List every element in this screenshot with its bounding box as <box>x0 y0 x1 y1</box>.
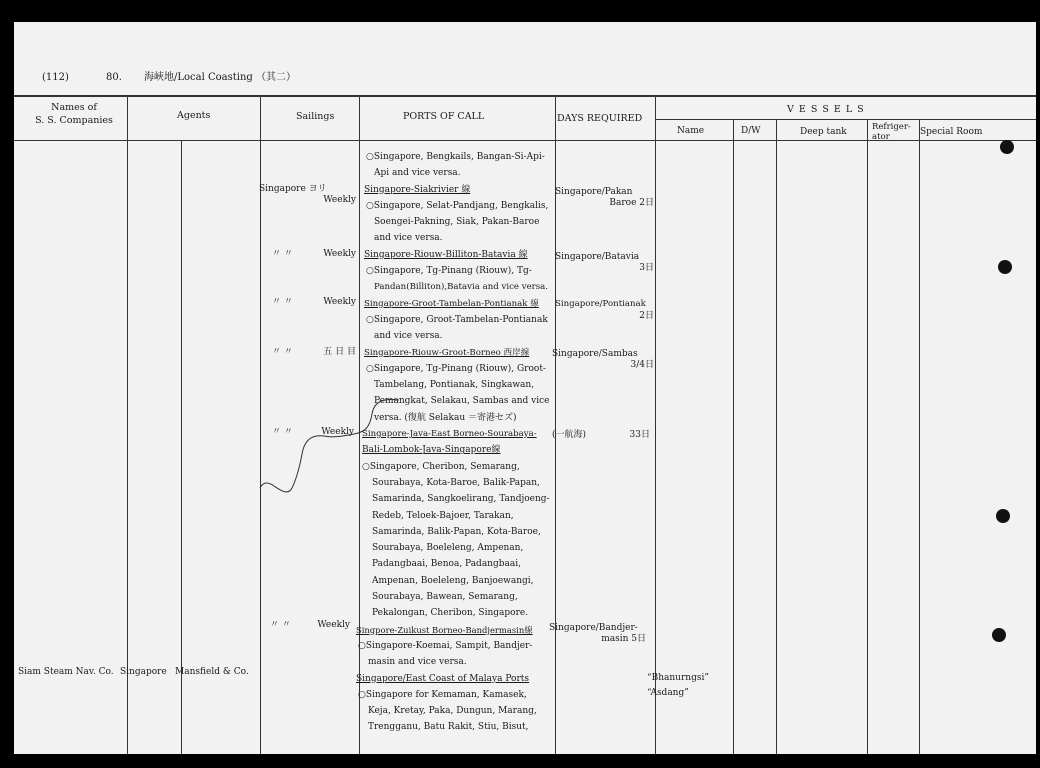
header-companies: Names of S. S. Companies <box>35 102 113 126</box>
col-divider <box>776 119 777 754</box>
route-title: Singapore-Siakrivier 線 <box>364 184 471 195</box>
sailing-freq: Weekly <box>323 249 356 259</box>
days-route: Singapore/Pontianak <box>555 299 646 309</box>
port-line: Samarinda, Balik-Papan, Kota-Baroe, <box>372 526 541 537</box>
days-route: (一航海) <box>552 430 587 440</box>
port-line: Sourabaya, Kota-Baroe, Balik-Papan, <box>372 477 540 488</box>
sailing-freq: Weekly <box>323 297 356 307</box>
port-line: Tambelang, Pontianak, Singkawan, <box>374 380 535 391</box>
document-page <box>14 22 1036 754</box>
port-line: Sourabaya, Bawean, Semarang, <box>372 592 518 603</box>
company-port: Singapore <box>120 667 167 677</box>
sailing-ditto: 〃 〃 <box>272 297 293 307</box>
section-number: 80. <box>106 72 122 83</box>
sailing-freq: 五 日 目 <box>323 347 356 357</box>
port-line: Pekalongan, Cheribon, Singapore. <box>372 608 529 619</box>
header-days: DAYS REQUIRED <box>557 113 643 124</box>
binder-hole <box>992 628 1006 642</box>
header-ports: PORTS OF CALL <box>403 111 485 122</box>
pencil-mark <box>254 392 404 502</box>
port-line: versa. (復航 Selakau ＝寄港セズ) <box>374 412 517 423</box>
port-line: Redeb, Teloek-Bajoer, Tarakan, <box>372 510 514 521</box>
port-line: ○Singapore, Selat-Pandjang, Bengkalis, <box>366 200 549 211</box>
col-divider <box>867 119 868 754</box>
sailing-ditto: 〃 〃 <box>272 347 293 357</box>
port-line: Keja, Kretay, Paka, Dungun, Marang, <box>368 706 537 717</box>
page-number: (112) <box>42 72 69 83</box>
route-title: Singapore-Riouw-Billiton-Batavia 線 <box>364 249 528 260</box>
company-name: Siam Steam Nav. Co. <box>18 667 114 677</box>
sailing-ditto: 〃 〃 <box>272 249 293 259</box>
route-title: Singapore-Java-East Borneo-Sourabaya- <box>362 429 537 440</box>
port-line: Ampenan, Boeleleng, Banjoewangi, <box>372 575 534 586</box>
col-divider <box>127 96 128 754</box>
port-line: Soengei-Pakning, Siak, Pakan-Baroe <box>374 217 540 228</box>
route-title: Singapore-Groot-Tambelan-Pontianak 線 <box>364 298 539 309</box>
port-line: ○Singapore, Tg-Pinang (Riouw), Groot- <box>366 363 546 374</box>
port-line: Sourabaya, Boeleleng, Ampenan, <box>372 543 524 554</box>
port-line: ○Singapore for Kemaman, Kamasek, <box>358 689 527 700</box>
port-line: and vice versa. <box>374 331 443 342</box>
port-line: Samarinda, Sangkoelirang, Tandjoeng- <box>372 494 550 505</box>
port-line: ○Singapore, Tg-Pinang (Riouw), Tg- <box>366 266 532 277</box>
header-vessel-refrigerator: Refriger- ator <box>872 122 911 142</box>
header-vessels: V E S S E L S <box>787 104 865 115</box>
days-route: Singapore/Bandjer- <box>549 623 638 633</box>
vessel-name: “Asdang” <box>647 688 689 698</box>
col-divider <box>655 96 656 754</box>
port-line: ○Singapore-Koemai, Sampit, Bandjer- <box>358 640 533 651</box>
port-line: Pandan(Billiton),Batavia and vice versa. <box>374 282 549 293</box>
route-title: Singpore-Zuikust Borneo-Bandjermasin線 <box>356 624 533 635</box>
sailing-freq: Weekly <box>323 195 356 205</box>
days-route: Singapore/Batavia <box>555 252 640 262</box>
header-sailings: Sailings <box>296 111 335 122</box>
col-divider <box>733 119 734 754</box>
sailing-freq: Weekly <box>317 620 350 630</box>
header-vessel-special-room: Special Room <box>920 127 983 137</box>
page-title: 海峽地/Local Coasting （其二） <box>144 72 296 83</box>
company-agent: Mansfield & Co. <box>175 667 249 677</box>
port-line: Pemangkat, Selakau, Sambas and vice <box>374 396 550 407</box>
header-vessel-dw: D/W <box>741 126 761 136</box>
col-divider <box>181 140 182 754</box>
days-value: masin 5日 <box>601 634 646 644</box>
port-line: ○Singapore, Groot-Tambelan-Pontianak <box>366 314 548 325</box>
route-title: Bali-Lombok-Java-Singapore線 <box>362 445 501 456</box>
header-vessel-deep-tank: Deep tank <box>800 127 847 137</box>
sailing-ditto: 〃 〃 <box>270 620 291 630</box>
days-route: Singapore/Sambas <box>552 349 638 359</box>
sailing-freq: Weekly <box>321 427 354 437</box>
port-line: ○Singapore, Cheribon, Semarang, <box>362 461 520 472</box>
port-line: and vice versa. <box>374 233 443 244</box>
vessels-sub-rule <box>656 119 1036 120</box>
port-line: Padangbaai, Benoa, Padangbaai, <box>372 559 521 570</box>
route-title: Singapore/East Coast of Malaya Ports <box>356 673 529 684</box>
port-line: Api and vice versa. <box>374 168 461 179</box>
days-route: Singapore/Pakan <box>555 187 633 197</box>
sailing-ditto: 〃 〃 <box>272 427 293 437</box>
vessel-name: “Bhanurngsi” <box>647 673 709 683</box>
binder-hole <box>996 509 1010 523</box>
col-divider <box>919 119 920 754</box>
route-title: Singapore-Riouw-Groot-Borneo 西岸線 <box>364 347 530 358</box>
table-top-rule <box>14 95 1036 97</box>
port-line: Trengganu, Batu Rakit, Stiu, Bisut, <box>368 722 529 733</box>
days-value: 33日 <box>629 430 650 440</box>
sailing-from: Singapore ヨリ <box>259 184 327 194</box>
port-line: masin and vice versa. <box>368 657 467 668</box>
header-vessel-name: Name <box>677 126 705 136</box>
port-line: ○Singapore, Bengkails, Bangan-Si-Api- <box>366 152 545 162</box>
days-value: 3日 <box>639 263 654 273</box>
binder-hole <box>998 260 1012 274</box>
header-agents: Agents <box>177 110 211 121</box>
days-value: Baroe 2日 <box>609 198 654 208</box>
days-value: 3/4日 <box>630 360 654 370</box>
binder-hole <box>1000 140 1014 154</box>
days-value: 2日 <box>639 311 654 321</box>
